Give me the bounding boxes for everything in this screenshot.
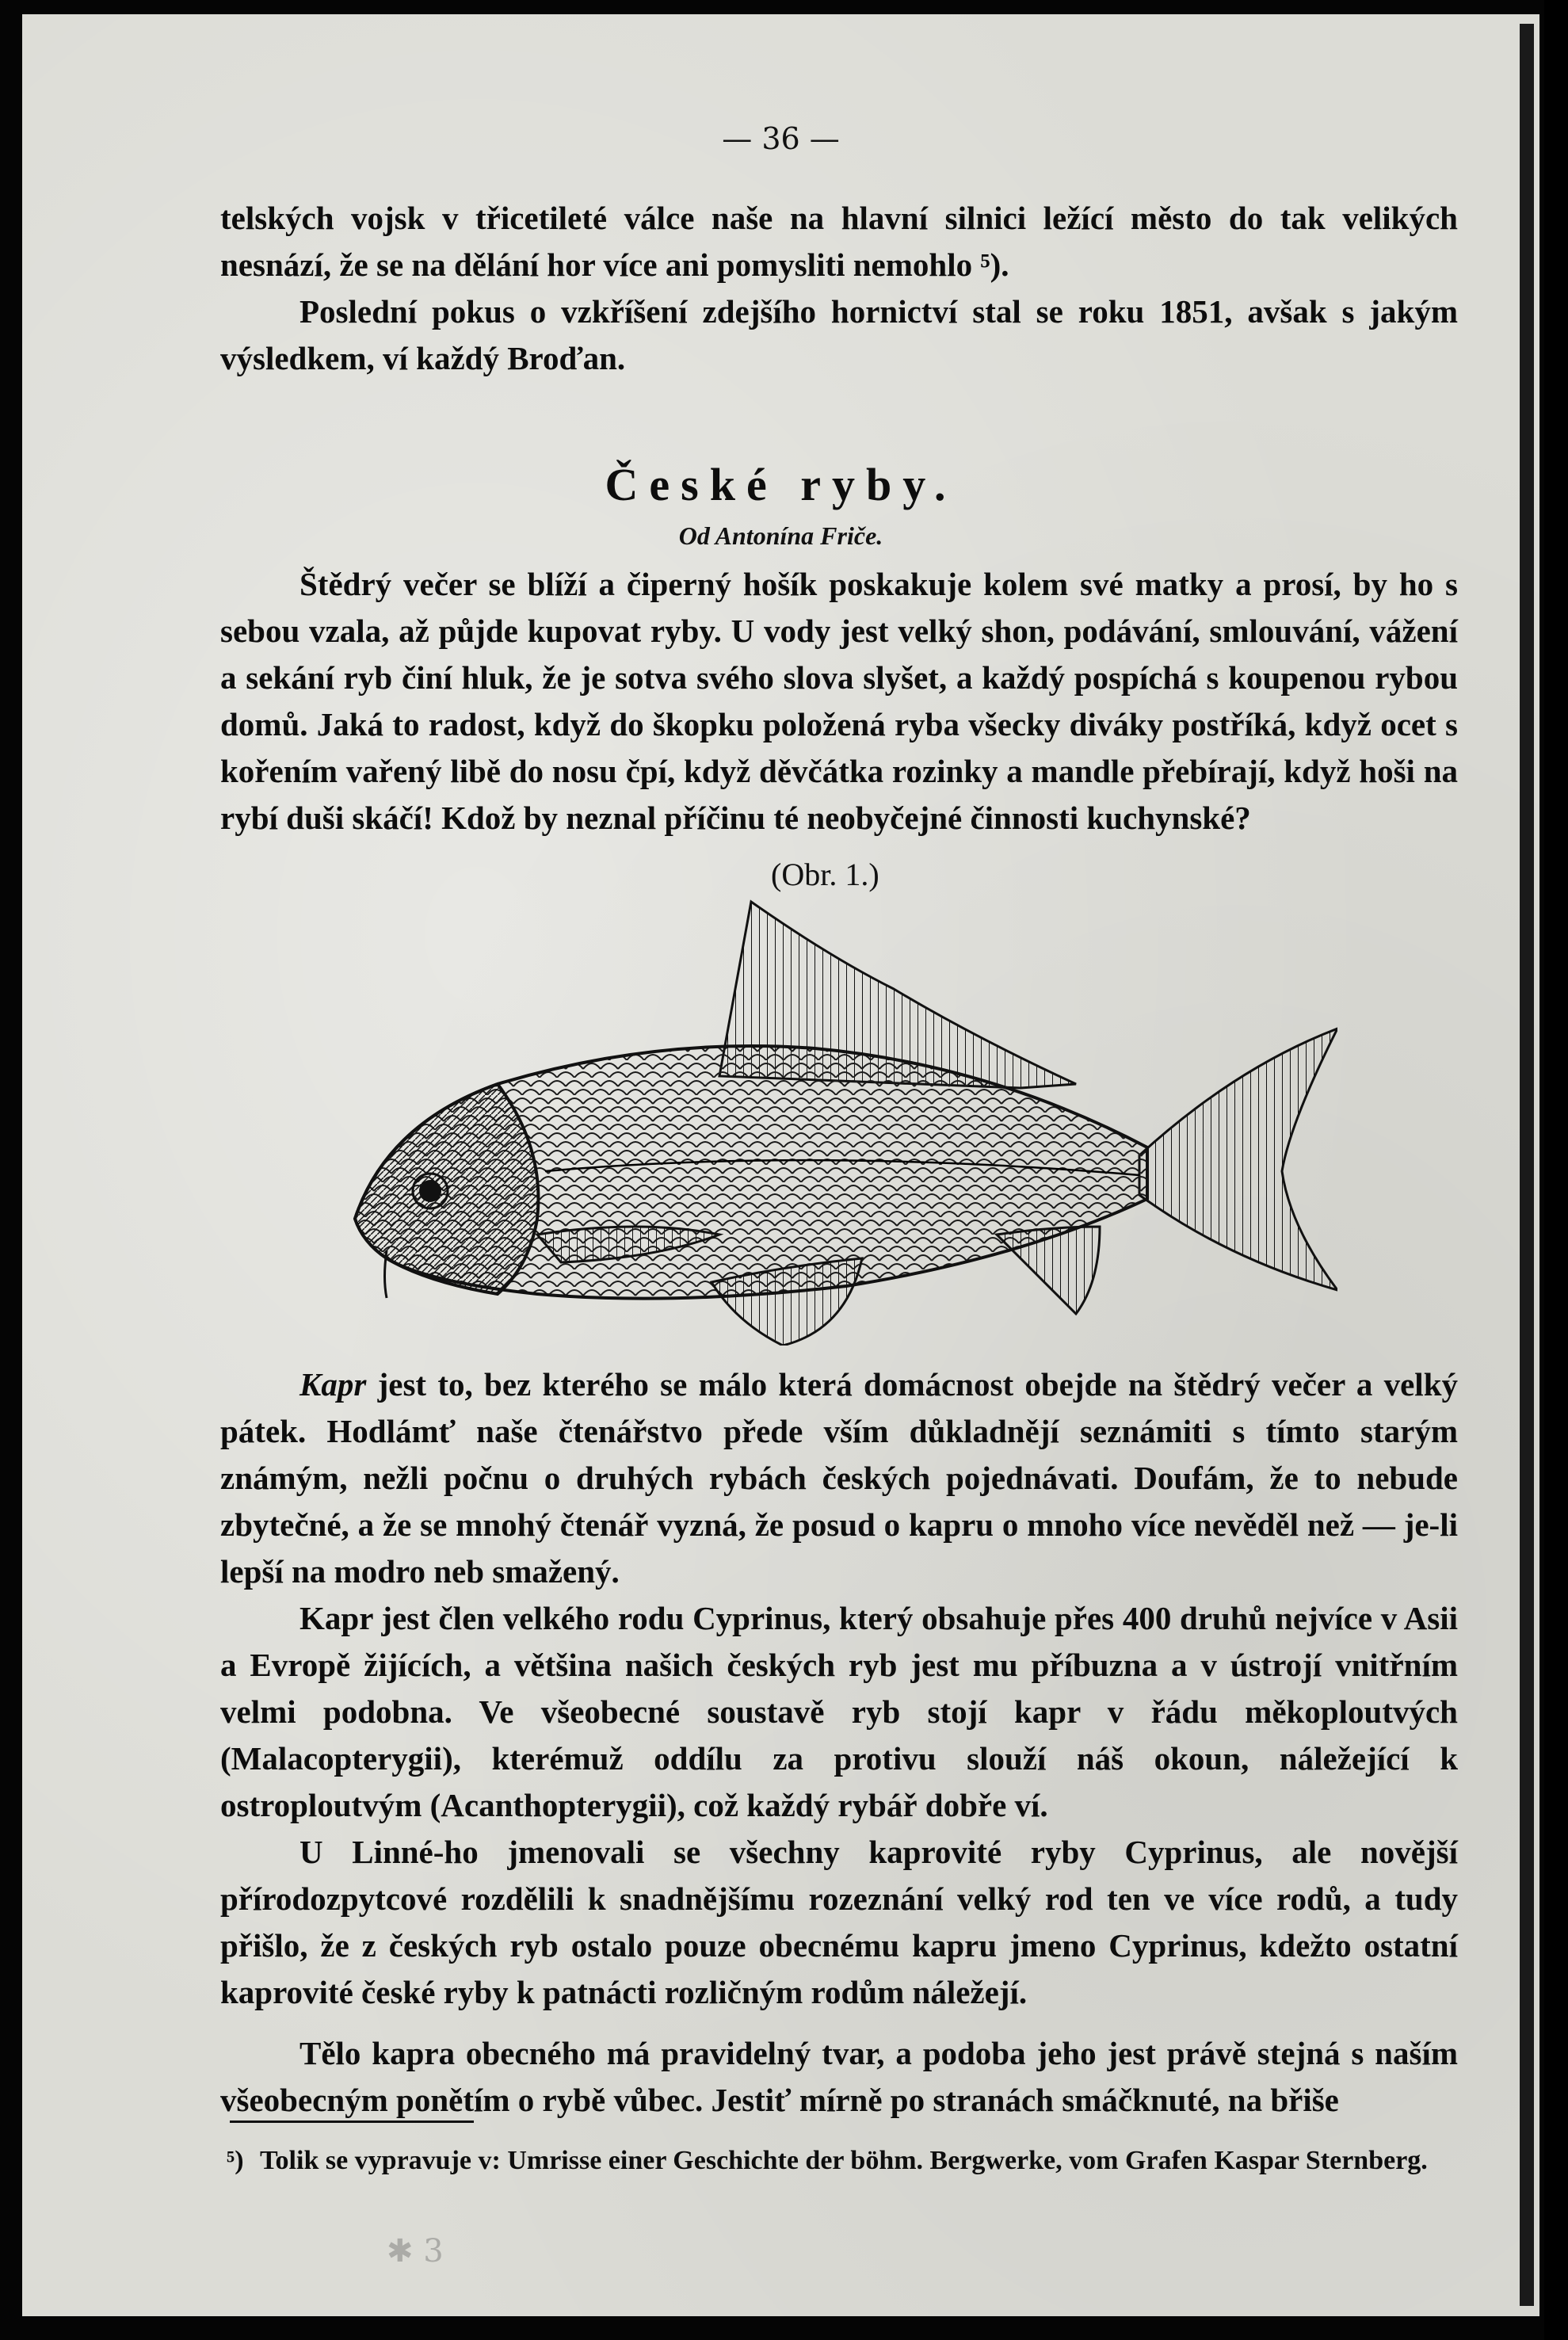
barbel [385, 1250, 387, 1298]
footnote-text: Tolik se vypravuje v: Umrisse einer Geschichte der böhm. Bergwerke, vom Grafen Kaspar Sternberg. [260, 2146, 1428, 2175]
carp-illustration [339, 886, 1337, 1346]
paragraph-6: U Linné-ho jmenovali se všechny kaprovité ryby Cyprinus, ale novější přírodozpytcové rozdělili k snadnějšímu rozeznání velký rod ten ve více rodů, a tudy přišlo, že z českých ryb ostalo pouze obecnému kapru jmeno Cyprinus, kdežto ostatní kaprovité české ryby k patnácti rozličným rodům náležejí. [220, 1834, 1458, 2010]
kapr-term: Kapr [299, 1366, 367, 1403]
tail-fin [1139, 1029, 1337, 1290]
article-title: České ryby. [605, 459, 957, 510]
footnote [227, 2142, 1464, 2180]
scan-border [1544, 0, 1568, 2340]
document-page [22, 14, 1539, 2316]
paragraph-1: telských vojsk v třicetileté válce naše na hlavní silnici ležící město do tak velikých nesnází, že se na dělání hor více ani pomysliti nemohlo ⁵). [220, 200, 1458, 283]
intro-block [220, 195, 1458, 382]
page-number: — 36 — [722, 121, 840, 156]
article-author: Od Antonína Friče. [678, 521, 883, 550]
fish-eye [419, 1180, 441, 1202]
binding-edge [1520, 24, 1534, 2306]
paragraph-4: Kapr jest to, bez kterého se málo která domácnost obejde na štědrý večer a velký pátek. Hodlámť naše čtenářstvo přede vším důkladnějí seznámiti s tímto starým známým, nežli počnu o druhých rybách českých pojednávati. Doufám, že to nebude zbytečné, a že se mnohý čtenář vyzná, že posud o kapru o mnoho více nevěděl než — je-li lepší na modro neb smažený. [220, 1366, 1458, 1590]
paragraph-5: Kapr jest člen velkého rodu Cyprinus, který obsahuje přes 400 druhů nejvíce v Asii a Evropě žijících, a většina našich českých ryb jest mu příbuzna a v ústrojí vnitřním velmi podobna. Ve všeobecné soustavě ryb stojí kapr v řádu měkoploutvých (Malacopterygii), kterémuž oddílu za protivu slouží náš okoun, náležející k ostroploutvým (Acanthopterygii), což každý rybář dobře ví. [220, 1600, 1458, 1823]
paragraph-2: Poslední pokus o vzkříšení zdejšího hornictví stal se roku 1851, avšak s jakým výsledkem, ví každý Broďan. [220, 293, 1458, 376]
footnote-marker: ⁵) [227, 2146, 244, 2175]
paragraph-3: Štědrý večer se blíží a čiperný hošík poskakuje kolem své matky a prosí, by ho s sebou vzala, až půjde kupovat ryby. U vody jest velký shon, podávání, smlouvání, vážení a sekání ryb činí hluk, že je sotva svého slova slyšet, a každý pospíchá s koupenou rybou domů. Jaká to radost, když do škopku položená ryba všecky diváky postříká, když ocet s kořením vařený libě do nosu čpí, když děvčátka rozinky a mandle přebírají, když hoši na rybí duši skáčí! Kdož by neznal příčinu té neobyčejné činnosti kuchynské? [220, 566, 1458, 836]
main-block [220, 1361, 1458, 2124]
figure-label: (Obr. 1.) [771, 857, 879, 892]
anal-fin [997, 1227, 1100, 1314]
footnote-rule [230, 2121, 474, 2123]
ink-smudge: ✱ 3 [387, 2233, 444, 2269]
opening-block [220, 561, 1458, 842]
paragraph-7: Tělo kapra obecného má pravidelný tvar, a podoba jeho jest právě stejná s naším všeobecným ponětím o rybě vůbec. Jestiť mírně po stranách smáčknuté, na břiše [220, 2035, 1458, 2118]
